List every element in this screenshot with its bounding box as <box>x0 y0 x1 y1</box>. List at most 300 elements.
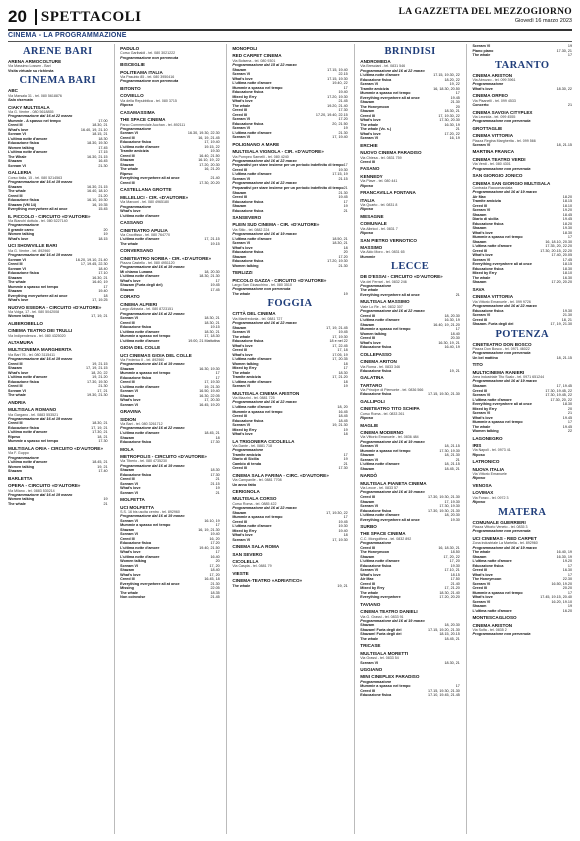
film-title: Shazam <box>360 554 375 559</box>
showtime-row <box>8 469 108 474</box>
film-title: Creed III <box>232 108 247 113</box>
film-times: 17.30, 19.30 <box>439 448 460 453</box>
film-times: 17.20, 19.30 <box>327 259 348 264</box>
showtime-row <box>232 483 347 488</box>
film-title: Creed III <box>360 545 375 550</box>
film-title: Mummie a spasso nel tempo <box>232 409 283 414</box>
film-title: Everything everywhere all at once <box>472 402 532 407</box>
film-times: 17.45 <box>210 287 220 292</box>
film-title: The whale <box>120 241 138 246</box>
program-note: Programmazione non pervenuta <box>472 166 531 171</box>
film-title: L'ultima notte d'amore <box>232 524 272 529</box>
film-title: Shazam <box>360 322 375 327</box>
film-title: Educazione fisica <box>120 440 152 445</box>
venue-name: THE SPACE CINEMA <box>360 531 406 537</box>
film-times: 19.30 <box>562 308 572 313</box>
program-note: Programmazione dal 16 al 22 marzo <box>8 114 73 119</box>
film-title: Shazam <box>120 287 135 292</box>
program-note: Programmazione dal 16 al 19 marzo <box>8 357 73 362</box>
program-note: Programmazione dal 16 al 19 marzo <box>8 492 73 497</box>
film-title: Educazione fisica <box>8 379 39 384</box>
film-title: Educazione fisica <box>360 693 392 698</box>
film-times: 18, 20, 22 <box>91 370 108 375</box>
film-times: 17.45 <box>562 257 572 262</box>
film-title: Educazione fisica <box>360 392 392 397</box>
film-title: Educazione fisica <box>120 541 152 546</box>
film-times: 17.30, 19.45, 22 <box>545 388 572 393</box>
venue-name: CINEMA ARISTON <box>472 622 513 628</box>
film-title: The whale <box>360 590 379 595</box>
film-title: Scream VI <box>120 563 138 568</box>
film-title: The whale <box>8 501 26 506</box>
film-times: 17 <box>567 235 572 240</box>
film-title: L'ultima notte d'amore <box>8 150 48 155</box>
venue-name: CINEMA ARISTON <box>472 72 513 78</box>
film-title: Scream VI <box>472 257 491 262</box>
film-times: 17 <box>567 53 572 57</box>
venue-address: Via Quarto - tel. 0831 8 <box>360 202 398 207</box>
film-times: 19.40, 21.50 <box>199 545 220 550</box>
film-times: 16, 19, 21.45 <box>198 135 220 140</box>
film-title: Creed III <box>120 477 135 482</box>
venue-name: METROPOLIS - CIRCUITO «D'AUTORE» <box>120 453 207 459</box>
film-title: Women talking <box>232 263 259 268</box>
film-times: 16.45, 18 <box>204 577 220 582</box>
showtime-row <box>120 595 220 600</box>
showtime-row <box>120 339 220 344</box>
film-title: Mummie - A spasso nel tempo <box>8 118 61 123</box>
film-times: 17, 21.20 <box>444 586 460 591</box>
film-times: 17, 19, 21.45 <box>326 325 348 330</box>
venue-name: GALLIPOLI <box>360 398 385 404</box>
film-title: Scream VI <box>8 132 26 137</box>
venue-name: GALATINA <box>360 375 384 381</box>
venue-address: Via Bari 76 - tel. 080 3115411 <box>8 352 55 357</box>
film-times: 18 <box>215 435 220 440</box>
venue-address: S.S. 16 bis uscita centro - tel. 892960 <box>120 510 180 515</box>
film-title: Shazam <box>8 366 22 371</box>
film-title: Shazam <box>120 158 135 163</box>
showtime-row <box>8 69 108 74</box>
film-title: Shazam (VM 14) <box>8 202 37 207</box>
venue-name: COMUNALE GUERRIERI <box>472 519 526 525</box>
film-times: 16.10, 19 <box>204 518 220 523</box>
program-note: Programmazione non pervenuta <box>232 287 291 292</box>
film-title: Scream VI <box>120 518 138 523</box>
film-title: Educazione fisica <box>120 472 152 477</box>
venue-address: Piazza Don Bosco - tel. 0971 46022 <box>472 346 530 351</box>
venue-name: MULTISALA VIGNOLA - CIR. «D'AUTORE» <box>232 149 324 155</box>
program-note: Programmazione dal 16 al 19 marzo <box>360 618 425 623</box>
film-title: Scream VI <box>120 131 138 136</box>
film-title: What's love <box>8 127 29 132</box>
film-times: 18 <box>343 379 348 384</box>
venue-name: PLEIN SUD CINEMA - CIR. «D'AUTORE» <box>232 222 320 228</box>
program-note: Programmazione non pervenuta <box>120 79 179 84</box>
showtime-row <box>472 356 572 361</box>
film-times: 16.20, 19.10 <box>551 599 572 604</box>
film-title: Tramite amicizia <box>232 375 261 380</box>
film-times: 17.50 <box>450 577 460 582</box>
showtime-row <box>360 369 460 374</box>
film-title: Shazam <box>120 393 135 398</box>
film-title: Riposo <box>472 452 485 457</box>
film-title: Creed III <box>8 262 23 267</box>
film-times: 18, 20 <box>337 405 348 409</box>
film-times: 19 <box>343 427 348 432</box>
film-title: Mixed by Erry <box>232 366 257 371</box>
venue-name: PICCOLO GAZZA - CIRCUITO «D'AUTORE» <box>232 277 327 283</box>
film-times: 19.30 <box>338 167 348 172</box>
program-note: Programmazione dal 16 al 19 marzo <box>120 514 185 519</box>
film-title: Creed III <box>232 112 247 117</box>
film-title: L'ultima notte d'amore <box>232 405 272 409</box>
header-separator <box>35 9 37 25</box>
film-title: Shazam <box>472 604 487 609</box>
film-title: What's love <box>232 99 253 104</box>
film-title: L'ultima notte d'amore <box>360 559 400 564</box>
film-times: 17, 19, 21 <box>91 314 108 319</box>
film-title: Scream VI <box>360 136 379 141</box>
showtime-row <box>120 214 220 219</box>
film-title: Educazione fisica <box>8 141 39 146</box>
film-title: Women talking <box>8 464 35 469</box>
film-times: 21 <box>455 127 460 132</box>
film-title: Creed III <box>232 414 247 418</box>
film-times: 16.20, 19.10, 21.40 <box>75 257 108 262</box>
showtime-row <box>232 538 347 543</box>
venue-address: Piazza Regina Margherita - tel. 099 566 <box>472 138 536 143</box>
venue-address: Viale Lo Re - tel. 0832 307 <box>360 304 403 309</box>
film-title: Un anno fatto <box>232 482 257 487</box>
venue-address: Largo Abbazia - tel. 080 8723151 <box>120 307 174 312</box>
venue-address: Via Mazzini - tel. 0881 725 <box>232 396 275 401</box>
film-title: Shazam <box>472 554 487 559</box>
film-times: 17 <box>567 572 572 577</box>
film-times: 17 <box>215 375 220 380</box>
venue-address: Area industriale Tito Scalo - tel. 0971 651244 <box>472 375 545 380</box>
film-times: 17, 20, 22 <box>443 554 460 559</box>
film-title: Educazione fisica <box>360 508 392 513</box>
film-times: 21 <box>343 186 348 190</box>
film-times: 17.30, 21 <box>556 48 572 53</box>
film-times: 18.20 <box>562 221 572 226</box>
film-times: 18.30 <box>210 468 220 473</box>
film-times: 16, 19, 21.30 <box>198 527 220 532</box>
venue-address: Via dei Ferrari - tel. 0832 246 <box>360 279 407 284</box>
film-title: What's love <box>120 486 141 491</box>
film-times: 18.45, 21 <box>444 636 460 641</box>
film-times: 19.30 <box>562 226 572 231</box>
film-title: Shazam <box>232 204 247 208</box>
film-title: Shazam <box>472 226 487 231</box>
film-times: 16.30 <box>562 275 572 280</box>
film-title: Scream VI <box>360 568 379 573</box>
film-title: The whale <box>232 583 251 588</box>
film-title: Mixed by Erry <box>360 586 385 591</box>
venue-name: ITALIA <box>360 197 375 203</box>
film-title: Shazam <box>360 109 375 114</box>
venue-name: SAVA <box>472 286 485 292</box>
film-times: 18.15, 21 <box>92 132 108 137</box>
film-title: Everything everywhere all at once <box>120 176 180 181</box>
film-title: Mummie <box>360 254 376 259</box>
film-title: Mummie a spasso nel tempo <box>232 85 283 90</box>
film-times: 18.10 <box>562 271 572 276</box>
film-times: 19, 22 <box>449 82 460 87</box>
showtime-row <box>232 264 347 269</box>
film-times: 17.10, 21 <box>444 568 460 573</box>
film-title: Tramite amicizia <box>472 199 501 204</box>
venue-name: MONOPOLI <box>232 46 258 51</box>
showtime-row <box>472 87 572 92</box>
venue-address: Largo San Gioacchino - tel. 080 3510 <box>232 283 292 288</box>
film-times: 16.20 <box>562 608 572 613</box>
film-title: Preparativi per stare insieme per un periodo indefinito di tempo <box>232 186 344 190</box>
film-times: 18, 21.15 <box>556 142 572 147</box>
showtime-row <box>472 322 572 327</box>
venue-name: CINEMA SALA ROMA <box>232 544 280 550</box>
venue-address: Via Manfredonia - tel. 0881 727 <box>232 316 283 321</box>
film-times: 19 <box>343 204 348 208</box>
film-times: 22.05 <box>210 586 220 591</box>
film-times: 18.15 <box>450 572 460 577</box>
film-times: 21 <box>455 457 460 462</box>
film-title: The whale <box>8 280 26 285</box>
film-title: Creed III <box>360 313 375 318</box>
venue-name: UGGIANO <box>360 667 383 673</box>
film-times: 18 <box>103 293 108 298</box>
film-title: The whale <box>232 103 251 108</box>
listing-column <box>120 44 220 834</box>
showtime-row <box>360 693 460 698</box>
film-title: L'ultima notte d'amore <box>8 460 48 465</box>
program-note: Programmazione <box>232 448 264 453</box>
film-times: 17, 21.20 <box>332 375 348 380</box>
venue-name: MULTISALA ROMANO <box>8 407 57 413</box>
venue-address: Via Milano - tel. 0883 530214 <box>8 488 55 493</box>
film-title: Educazione fisica <box>232 339 264 344</box>
venue-name: CINEMA ORFEO <box>472 93 508 99</box>
venue-name: CINEMA TEATRO VERDI <box>472 156 526 162</box>
film-title: Mixed by Erry <box>472 406 497 411</box>
film-times: 22.30 <box>562 577 572 582</box>
film-title: Scream VI <box>232 330 251 335</box>
film-times: 17.20 <box>210 541 220 546</box>
program-note: Programmazione dal 16 al 19 marzo <box>8 180 73 184</box>
program-note: Programmazione non pervenuta <box>472 351 531 356</box>
venue-name: PADULO <box>120 46 140 51</box>
film-title: Creed III <box>232 519 247 524</box>
film-times: 17.15 <box>98 150 108 155</box>
venue-name: CINEMA MODERNO <box>360 430 404 436</box>
film-title: Educazione fisica <box>472 221 504 226</box>
film-times: 18.45 <box>338 418 348 423</box>
venue-address: Via Marconi - tel. 080 4965180 <box>120 200 170 205</box>
film-times: 17.15, 19.30, 21.30 <box>428 688 460 693</box>
film-title: Shazam <box>120 527 135 532</box>
film-times: 17, 19.30 <box>204 380 220 385</box>
film-title: Scream VI <box>360 504 379 509</box>
film-times: 19.15, 22 <box>204 144 220 149</box>
film-title: Scream VI <box>472 313 491 318</box>
venue-address: Via Leonida - tel. 099 4555 <box>472 114 516 119</box>
film-times: 16.10, 19.30 <box>87 198 108 203</box>
film-times: 18 e nel 22 <box>329 339 348 344</box>
venue-name: BISCEGLIE <box>120 62 145 68</box>
program-note: Programmazione dal 16 al 22 marzo <box>120 311 185 316</box>
film-times: 19.45 <box>450 95 460 100</box>
venue-address: Via della Repubblica - tel. 080 3715 <box>120 98 177 103</box>
film-title: Shazam <box>120 162 135 167</box>
film-times: 16.30 <box>562 568 572 573</box>
film-times: 20.20 <box>562 586 572 591</box>
program-note: Riposo <box>472 499 486 504</box>
venue-name: CINEMA VITTORIA <box>472 133 514 139</box>
film-title: Creed III <box>472 388 487 393</box>
venue-address: Via G. Grassi - tel. 0833 91 <box>360 614 404 619</box>
film-times: 19.20 <box>562 208 572 213</box>
film-times: 17, 18.30 <box>204 334 220 339</box>
film-title: Shazam <box>472 212 487 217</box>
film-times: 21 <box>103 501 108 506</box>
film-title: Scream VI <box>360 457 379 462</box>
film-title: The whale <box>360 288 379 293</box>
film-times: 18.50 <box>450 550 460 555</box>
film-title: The whale <box>360 122 379 127</box>
film-times: 17.15, 19.30, 22 <box>433 73 460 78</box>
film-title: Educazione fisica <box>472 308 504 313</box>
film-times: 17 <box>215 278 220 283</box>
film-title: Scream VI <box>472 393 491 398</box>
film-title: Air Max <box>472 194 486 199</box>
film-times: 17.40 <box>98 469 108 474</box>
venue-name: TAVIANO <box>360 601 381 607</box>
film-times: 17, 19.30 <box>332 537 348 542</box>
venue-address: Via Piave - tel. 080 441 <box>360 179 398 184</box>
showtime-row <box>472 53 572 58</box>
page-number: 20 <box>8 7 27 26</box>
film-title: Women talking <box>8 314 35 319</box>
film-title: Shazam <box>8 469 22 474</box>
film-times: 18.20 <box>562 194 572 199</box>
venue-name: MULTISALA MASSIMO <box>360 299 410 305</box>
film-times: 19 <box>567 44 572 48</box>
film-times: 18.15, 20.15 <box>439 632 460 637</box>
showtime-row <box>8 164 108 169</box>
film-title: Scream VI <box>120 316 138 321</box>
film-title: What's love <box>120 572 141 577</box>
venue-address: Via Fonzo - tel. 0972 3 <box>472 495 509 500</box>
film-times: 19.40 <box>338 90 348 95</box>
film-times: 21 <box>343 461 348 466</box>
film-title: Creed III <box>120 153 135 158</box>
issue-date: Giovedì 16 marzo 2023 <box>514 18 572 24</box>
film-times: 17.20, 20.30 <box>199 162 220 167</box>
film-title: Educazione fisica <box>472 266 504 271</box>
film-title: Shazam <box>360 499 375 504</box>
film-title: Educazione fisica <box>360 345 392 350</box>
film-times: 21.30 <box>450 100 460 105</box>
film-times: 18.30 <box>338 370 348 375</box>
film-title: Shazam <box>8 184 22 189</box>
venue-address: Via Grassi - tel. 0833 54 <box>360 656 399 661</box>
film-times: 19.45 <box>338 195 348 199</box>
program-note: Riposo <box>120 103 134 108</box>
film-times: 21.45 <box>210 595 220 600</box>
venue-name: VENOSA <box>472 482 492 488</box>
film-times: 17, 21 <box>97 388 108 393</box>
venue-name: CINETEATRO NORBA - CIR. «D'AUTORE» <box>120 255 212 261</box>
film-times: 16, 18.30, 20.50 <box>433 86 460 91</box>
film-times: 19.45 <box>562 415 572 420</box>
program-note: Programmazione <box>8 455 39 460</box>
venue-name: CINEMA SALA FARINA - CIRC. «D'AUTORE» <box>232 472 329 478</box>
film-title: Shazam. Furia degli dei <box>472 322 514 327</box>
film-title: The whale <box>232 334 251 339</box>
film-times: 17, 19.40 <box>204 140 220 145</box>
venue-address: Via Vittorio Emanuele - tel. 0836 484 <box>360 435 419 440</box>
film-title: The whale <box>472 53 491 57</box>
film-times: 18, 20.30 <box>444 623 460 628</box>
film-times: 18.30, 21 <box>444 660 460 665</box>
film-title: L'ultima notte d'amore <box>360 462 400 467</box>
venue-name: MAGLIE <box>360 422 379 428</box>
film-title: Diario di sicilia <box>472 217 499 222</box>
film-title: Creed III <box>232 195 247 199</box>
program-note: Programmazione dal 16 al 19 marzo <box>472 379 537 384</box>
film-times: 16.40, 19 <box>556 550 572 555</box>
film-times: 18.30 <box>562 266 572 271</box>
film-title: Creed III <box>120 180 135 185</box>
film-title: L'ultima notte d'amore <box>232 81 272 86</box>
film-times: 18.40 <box>210 568 220 573</box>
film-title: L'ultima notte d'amore <box>120 431 160 436</box>
film-times: 17 <box>343 366 348 371</box>
showtime-row <box>472 429 572 434</box>
film-times: 17.15, 19.30 <box>327 76 348 81</box>
film-times: 20, 21.50 <box>332 121 348 126</box>
program-note: Riposo <box>360 207 374 212</box>
film-title: Mummie a spasso nel tempo <box>120 371 171 376</box>
film-times: 18.30, 21 <box>92 421 108 426</box>
film-title: Creed III <box>472 586 487 591</box>
film-title: Ripeso <box>120 171 133 176</box>
film-times: 17.10, 19.45, 21.45 <box>428 693 460 698</box>
film-times: 16.40, 19 <box>92 280 108 285</box>
program-note: Programmazione dal 16 al 22 marzo <box>232 321 297 326</box>
venue-address: C.C. Mongolfiera - tel. 0832 892 <box>360 536 412 541</box>
listing-column <box>472 44 572 834</box>
film-times: 19.15 <box>210 241 220 246</box>
film-title: Scream VI <box>232 176 251 181</box>
film-title: Scream VI <box>232 423 251 427</box>
film-title: Shazam <box>360 466 375 471</box>
film-title: Creed III <box>360 688 375 693</box>
film-times: 18.30, 19.30 <box>87 141 108 146</box>
film-times: 20 <box>215 559 220 564</box>
film-title: Shazam <box>472 280 487 285</box>
film-times: 19 <box>343 457 348 462</box>
film-title: What's love <box>232 432 253 436</box>
venue-name: LOVIMAX <box>472 490 494 496</box>
film-title: What's love <box>360 118 381 123</box>
program-note: Programmazione dal 16 al 19 marzo <box>472 545 537 550</box>
film-times: 20 <box>103 227 108 232</box>
film-times: 16.40, 19, 21.20 <box>433 322 460 327</box>
film-times: 16, 21.20 <box>204 167 220 172</box>
film-times: 21 <box>215 477 220 482</box>
